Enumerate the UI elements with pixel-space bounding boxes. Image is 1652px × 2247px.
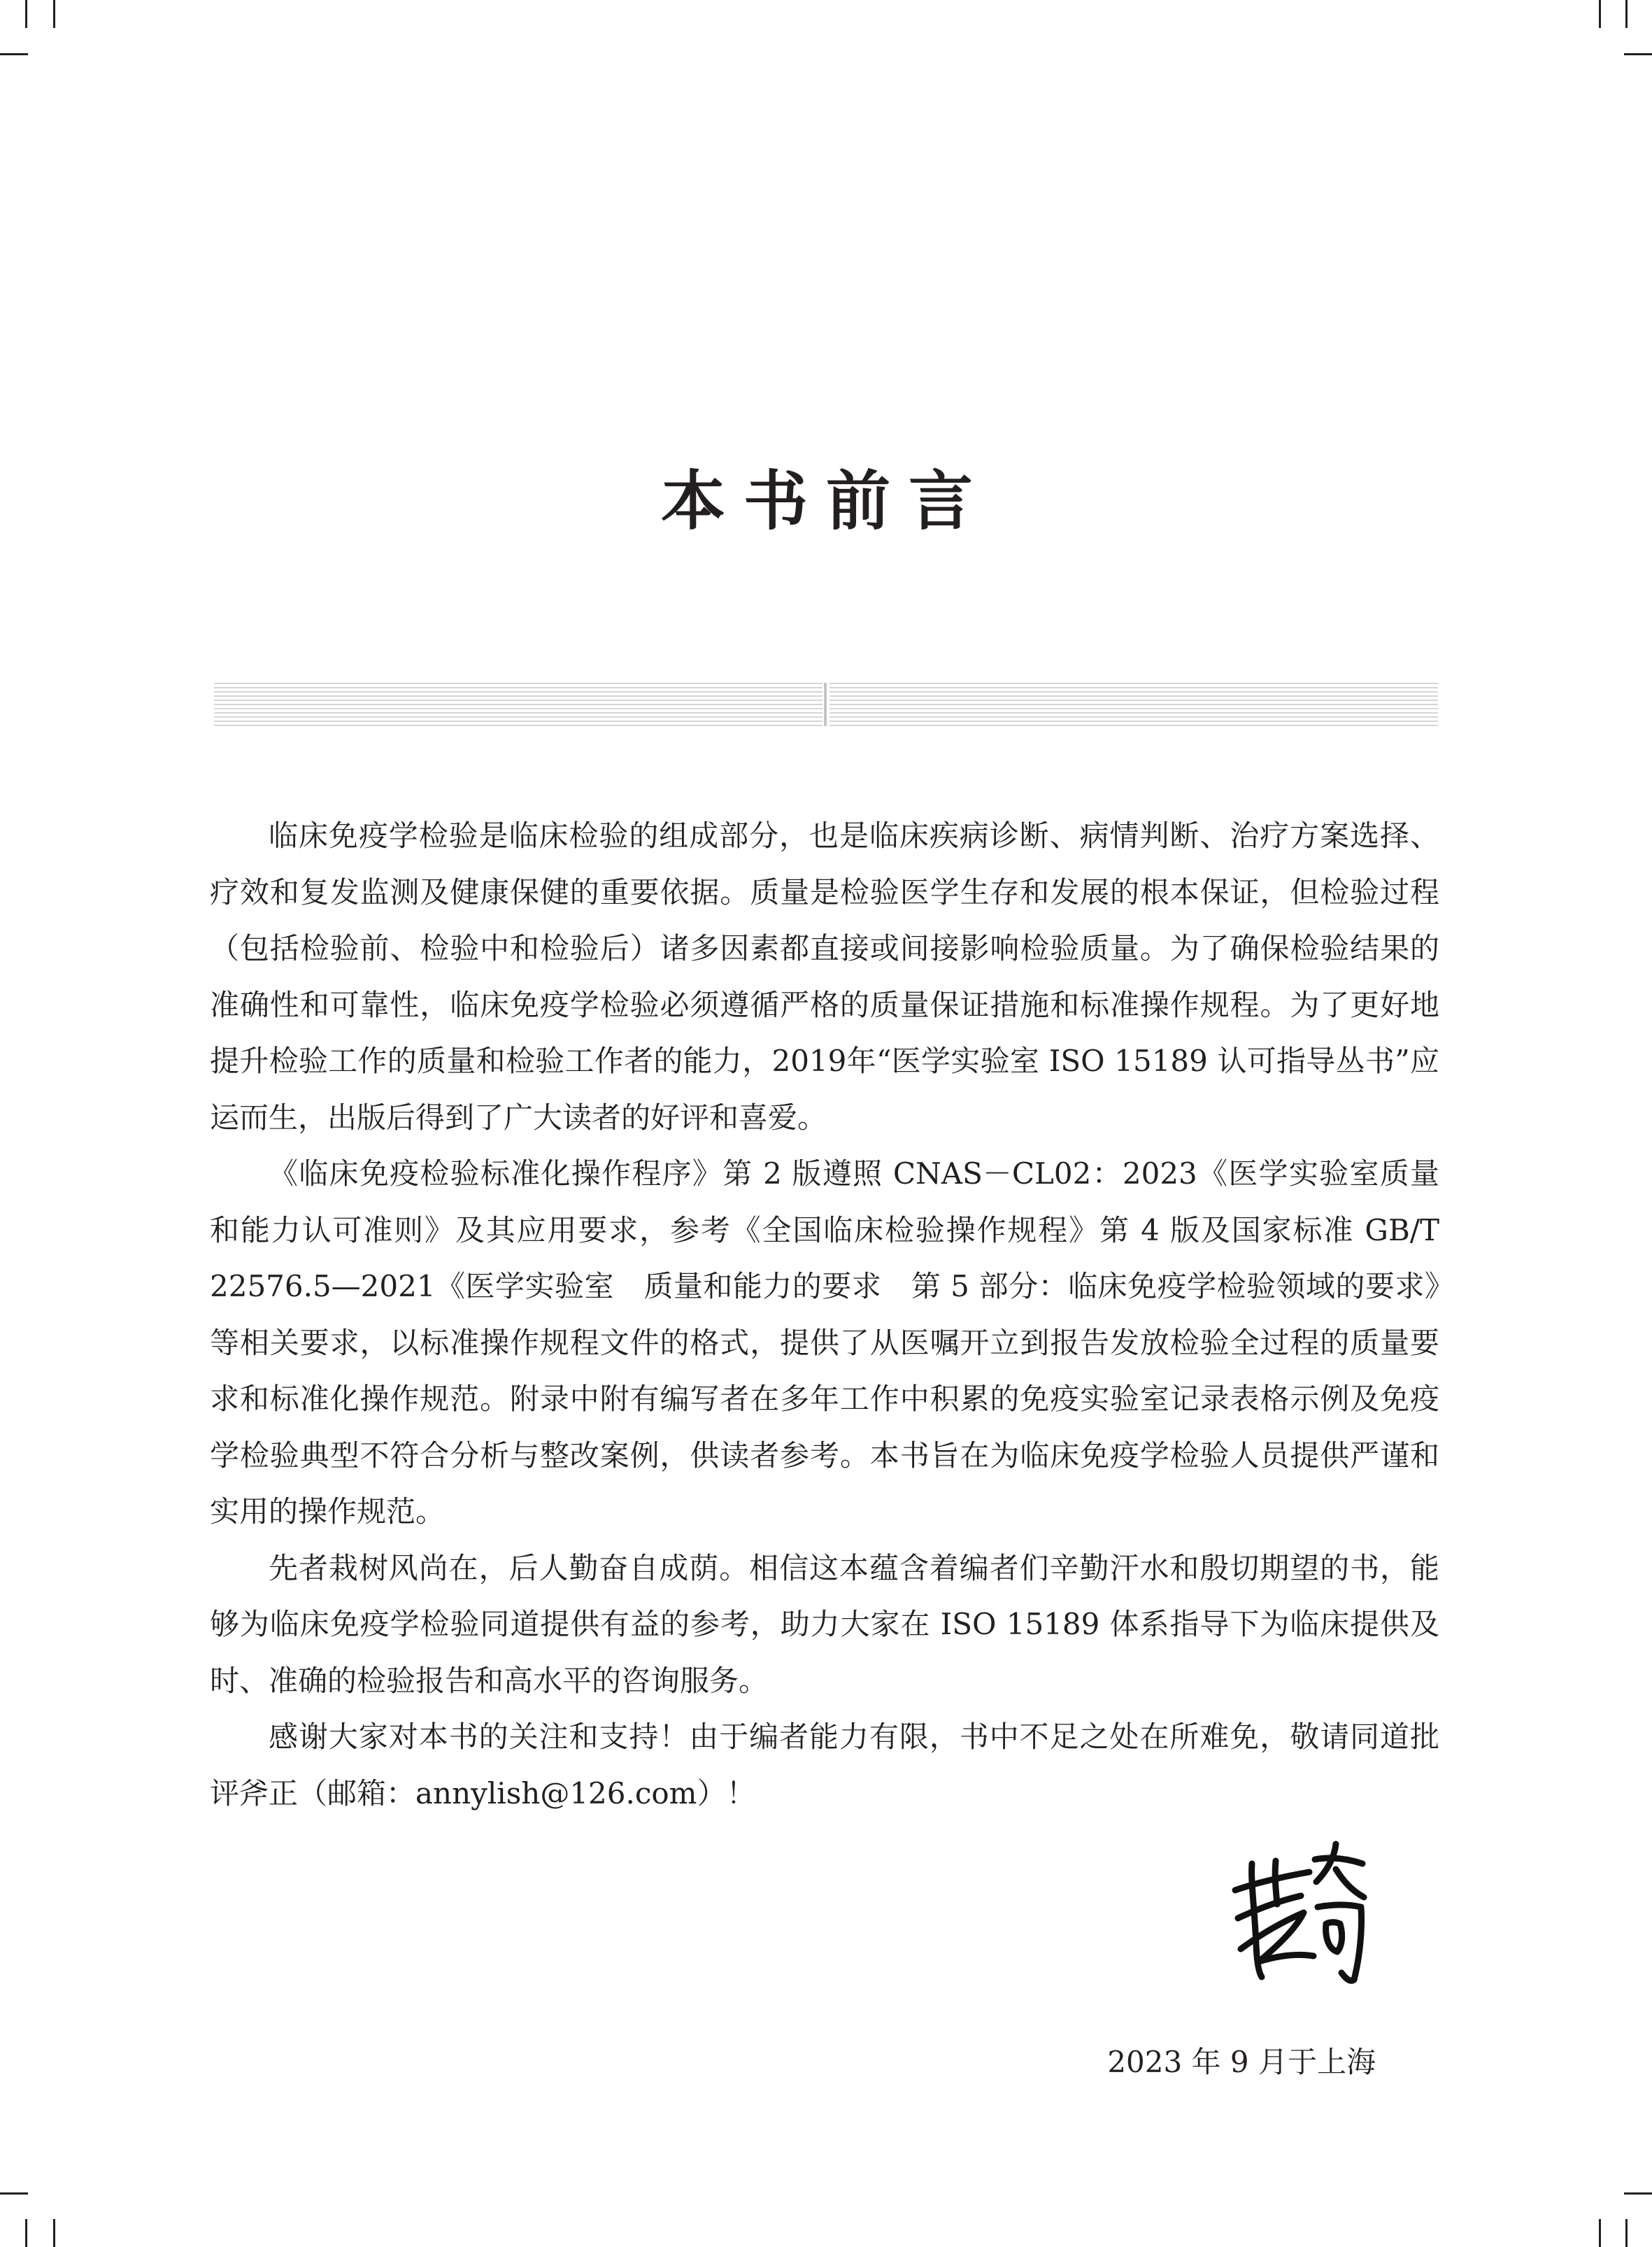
crop-mark-top-right-h xyxy=(1624,53,1652,55)
handwritten-signature xyxy=(1231,1840,1371,1987)
crop-mark-top-left-v1 xyxy=(25,0,27,28)
crop-mark-bottom-right-v1 xyxy=(1599,2219,1601,2247)
paragraph-4: 感谢大家对本书的关注和支持！由于编者能力有限，书中不足之处在所难免，敬请同道批评斧正（邮箱：annylish@126.com）！ xyxy=(210,1720,1439,1810)
preface-body xyxy=(210,808,1439,1822)
crop-mark-bottom-left-v2 xyxy=(53,2219,55,2247)
crop-mark-top-left-v2 xyxy=(53,0,55,28)
crop-mark-bottom-left-h xyxy=(0,2192,28,2195)
crop-mark-top-right-v1 xyxy=(1599,0,1601,28)
crop-mark-bottom-left-v1 xyxy=(25,2219,27,2247)
page-title: 本书前言 xyxy=(660,463,991,539)
crop-mark-top-right-v2 xyxy=(1625,0,1628,28)
decorative-rule-divider xyxy=(824,683,827,726)
paragraph-2: 《临床免疫检验标准化操作程序》第 2 版遵照 CNAS－CL02：2023《医学实验室质量和能力认可准则》及其应用要求，参考《全国临床检验操作规程》第 4 版及国家标准 GB/T 22576.5—2021《医学实验室 质量和能力的要求 第 5 部分：临床免疫学检验领域的要求》等相关要求，以标准操作规程文件的格式，提供了从医嘱开立到报告发放检验全过程的质量要求和标准化操作规范。附录中附有编写者在多年工作中积累的免疫实验室记录表格示例及免疫学检验典型不符合分析与整改案例，供读者参考。本书旨在为临床免疫学检验人员提供严谨和实用的操作规范。 xyxy=(210,1156,1439,1529)
crop-mark-top-left-h xyxy=(0,53,28,55)
decorative-rule-left xyxy=(214,683,823,726)
paragraph-1: 临床免疫学检验是临床检验的组成部分，也是临床疾病诊断、病情判断、治疗方案选择、疗效和复发监测及健康保健的重要依据。质量是检验医学生存和发展的根本保证，但检验过程（包括检验前、检验中和检验后）诸多因素都直接或间接影响检验质量。为了确保检验结果的准确性和可靠性，临床免疫学检验必须遵循严格的质量保证措施和标准操作规程。为了更好地提升检验工作的质量和检验工作者的能力，2019年“医学实验室 ISO 15189 认可指导丛书”应运而生，出版后得到了广大读者的好评和喜爱。 xyxy=(210,818,1439,1135)
paragraph-3: 先者栽树风尚在，后人勤奋自成荫。相信这本蕴含着编者们辛勤汗水和殷切期望的书，能够为临床免疫学检验同道提供有益的参考，助力大家在 ISO 15189 体系指导下为临床提供及时、准确的检验报告和高水平的咨询服务。 xyxy=(210,1550,1439,1698)
decorative-rule-right xyxy=(829,683,1438,726)
crop-mark-bottom-right-h xyxy=(1624,2192,1652,2195)
dateline: 2023 年 9 月于上海 xyxy=(1107,2045,1376,2079)
crop-mark-bottom-right-v2 xyxy=(1625,2219,1628,2247)
